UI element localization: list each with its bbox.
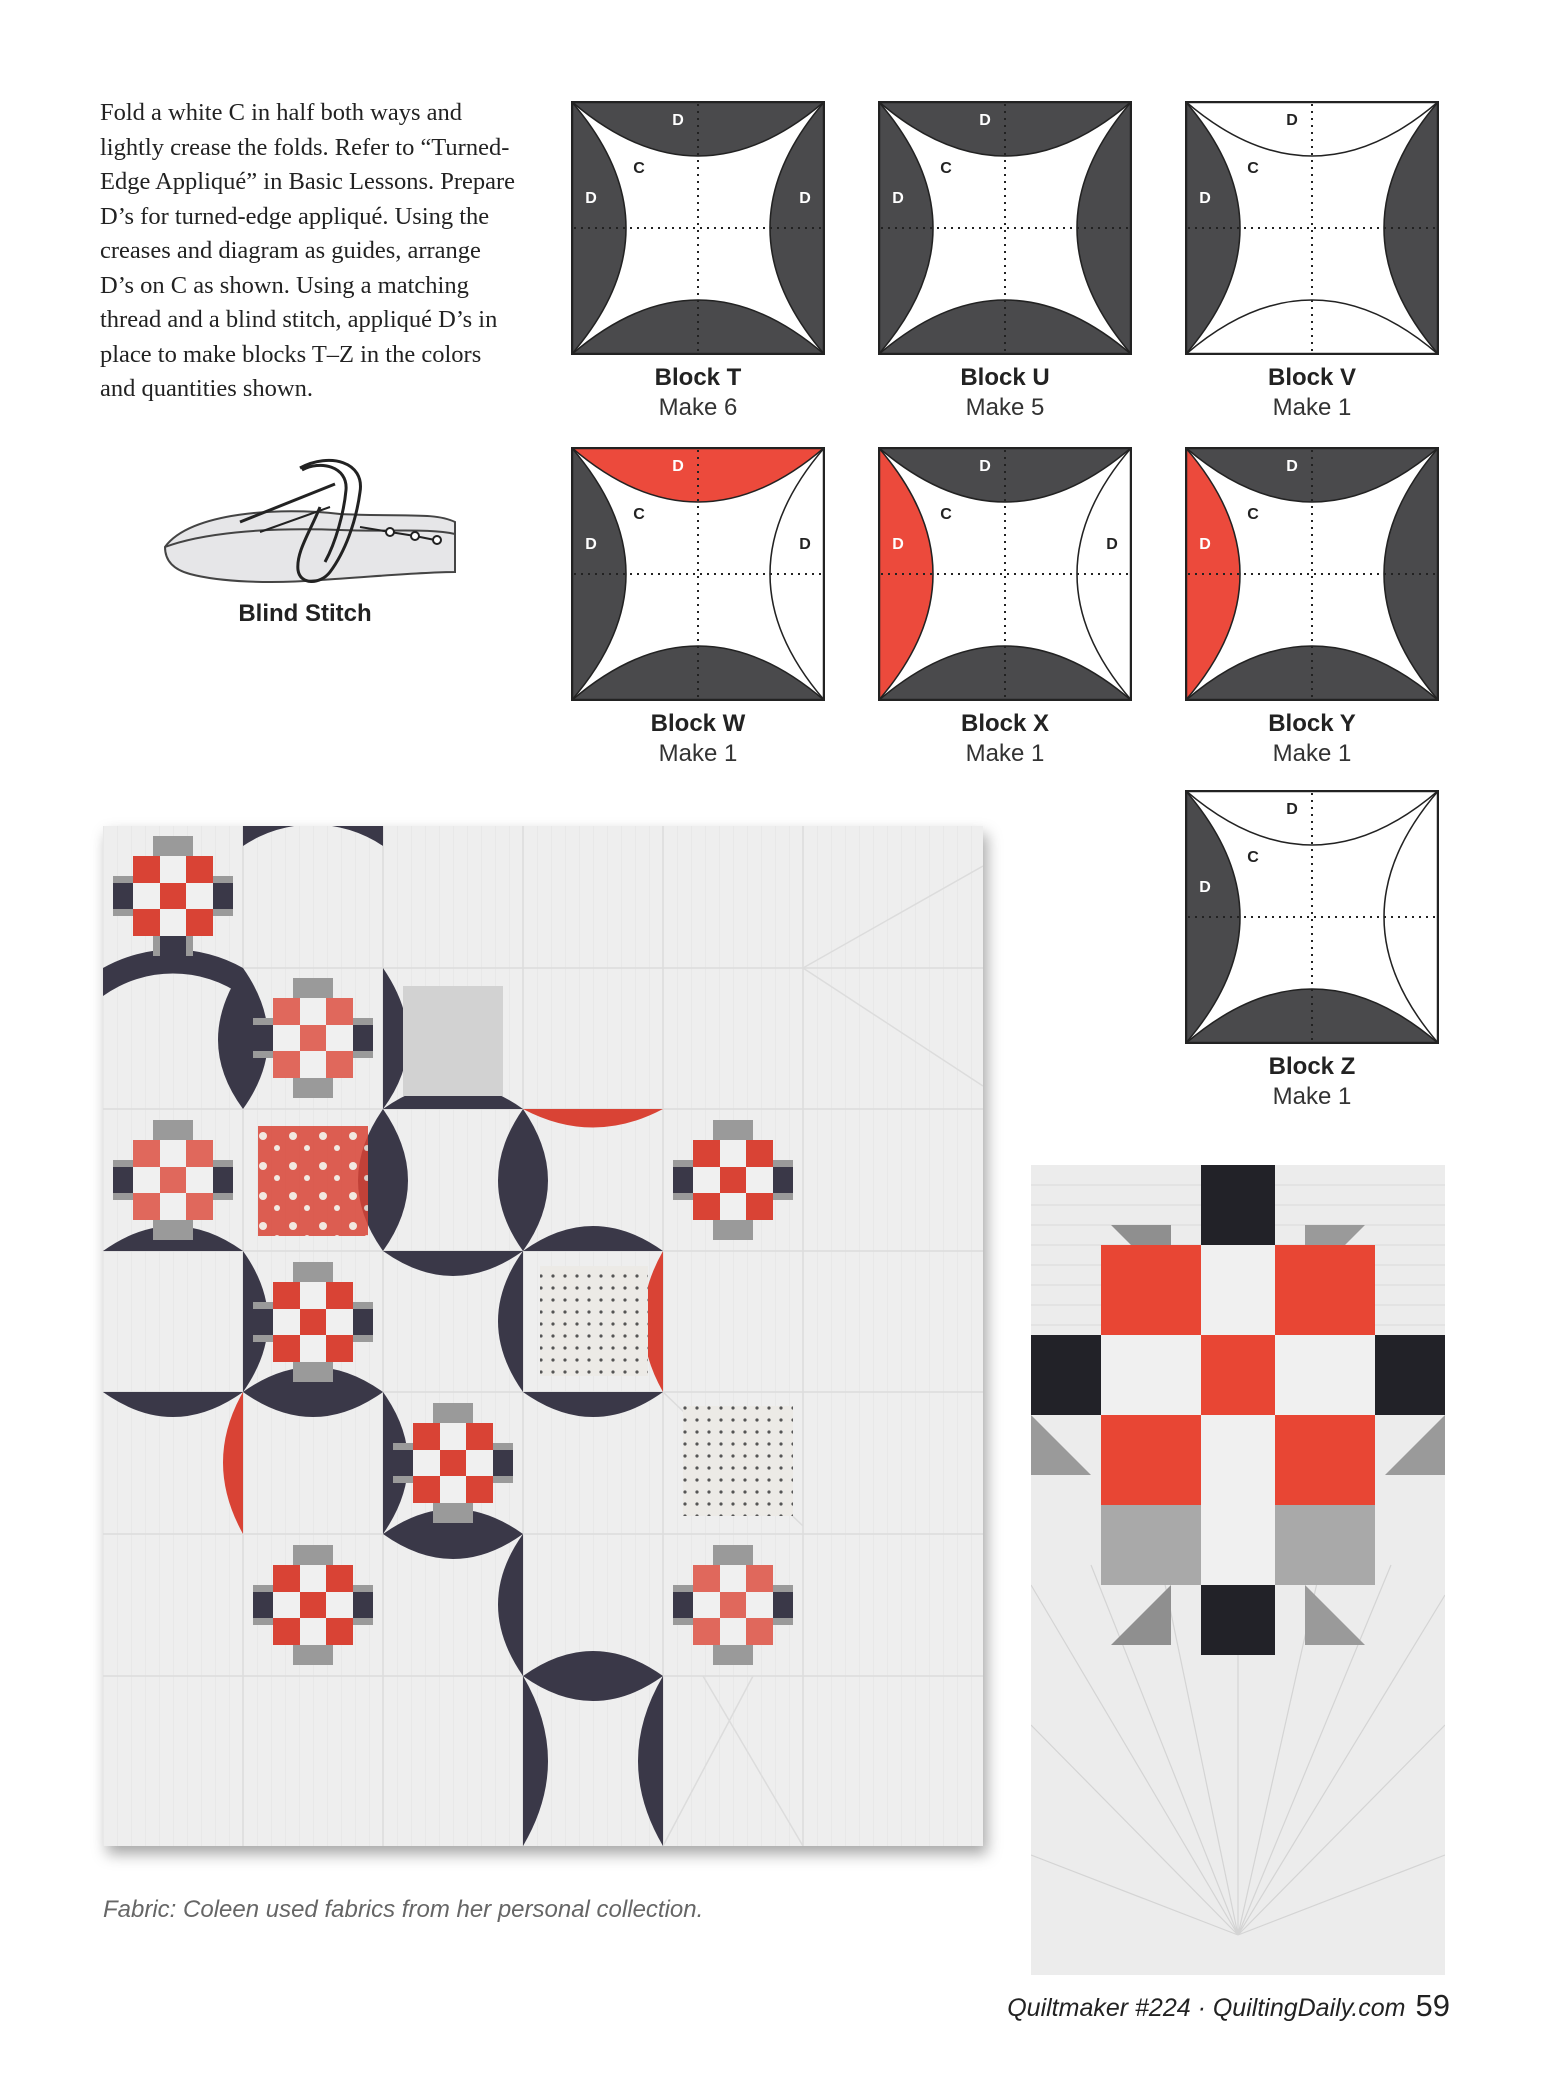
publication-credit: Quiltmaker #224 · QuiltingDaily.com bbox=[1007, 1994, 1406, 2022]
label-c: C bbox=[940, 506, 952, 523]
label-d-top: D bbox=[1286, 458, 1298, 475]
label-c: C bbox=[633, 160, 645, 177]
label-c: C bbox=[1247, 160, 1259, 177]
block-quantity: Make 1 bbox=[1272, 394, 1352, 421]
label-d-left: D bbox=[585, 190, 597, 207]
label-d-top: D bbox=[1286, 112, 1298, 129]
label-c: C bbox=[1247, 506, 1259, 523]
instructions-text bbox=[100, 96, 520, 407]
label-d-right: D bbox=[799, 536, 811, 553]
block-name: Block U bbox=[960, 364, 1050, 391]
block-y-graphic bbox=[1185, 447, 1439, 701]
block-v-diagram bbox=[1185, 101, 1439, 423]
label-d-right: D bbox=[799, 190, 811, 207]
instructions-paragraph: Fold a white C in half both ways and lightly crease the folds. Refer to “Turned-Edge Appliqué” in Basic Lessons. Prepare D’s for turned-edge appliqué. Using the creases and diagram as guides, arrange D’s on C as shown. Using a matching thread and a blind stitch, appliqué D’s in place to make blocks T–Z in the colors and quantities shown. bbox=[100, 99, 516, 402]
block-v-graphic bbox=[1185, 101, 1439, 355]
quilt-detail-photo bbox=[1031, 1165, 1445, 1975]
label-d-top: D bbox=[672, 458, 684, 475]
blind-stitch-label: Blind Stitch bbox=[238, 600, 372, 627]
label-d-left: D bbox=[585, 536, 597, 553]
block-quantity: Make 6 bbox=[658, 394, 738, 421]
block-x-graphic bbox=[878, 447, 1132, 701]
label-c: C bbox=[1247, 849, 1259, 866]
block-y-diagram bbox=[1185, 447, 1439, 769]
block-z-diagram bbox=[1185, 790, 1439, 1112]
label-d-top: D bbox=[1286, 801, 1298, 818]
block-z-graphic bbox=[1185, 790, 1439, 1044]
block-x-diagram bbox=[878, 447, 1132, 769]
fabric-caption: Fabric: Coleen used fabrics from her personal collection. bbox=[103, 1896, 704, 1923]
page-number: 59 bbox=[1415, 1988, 1450, 2023]
label-d-top: D bbox=[979, 458, 991, 475]
label-d-top: D bbox=[672, 112, 684, 129]
block-quantity: Make 1 bbox=[1272, 1083, 1352, 1110]
block-quantity: Make 1 bbox=[965, 740, 1045, 767]
block-name: Block W bbox=[650, 710, 746, 737]
label-d-left: D bbox=[892, 536, 904, 553]
label-c: C bbox=[633, 506, 645, 523]
block-quantity: Make 5 bbox=[965, 394, 1045, 421]
block-quantity: Make 1 bbox=[658, 740, 738, 767]
label-c: C bbox=[940, 160, 952, 177]
block-t-diagram bbox=[571, 101, 825, 423]
block-w-diagram bbox=[571, 447, 825, 769]
block-name: Block V bbox=[1267, 364, 1357, 391]
block-name: Block Z bbox=[1268, 1053, 1356, 1080]
block-quantity: Make 1 bbox=[1272, 740, 1352, 767]
block-name: Block Y bbox=[1268, 710, 1356, 737]
label-d-left: D bbox=[1199, 536, 1211, 553]
block-w-graphic bbox=[571, 447, 825, 701]
quilt-photo bbox=[103, 826, 983, 1846]
label-d-right: D bbox=[1106, 536, 1118, 553]
block-name: Block T bbox=[654, 364, 742, 391]
block-u-diagram bbox=[878, 101, 1132, 423]
label-d-top: D bbox=[979, 112, 991, 129]
label-d-left: D bbox=[892, 190, 904, 207]
page-footer bbox=[1007, 1988, 1450, 2024]
label-d-left: D bbox=[1199, 190, 1211, 207]
block-u-graphic bbox=[878, 101, 1132, 355]
block-t-graphic bbox=[571, 101, 825, 355]
label-d-left: D bbox=[1199, 879, 1211, 896]
block-name: Block X bbox=[960, 710, 1050, 737]
